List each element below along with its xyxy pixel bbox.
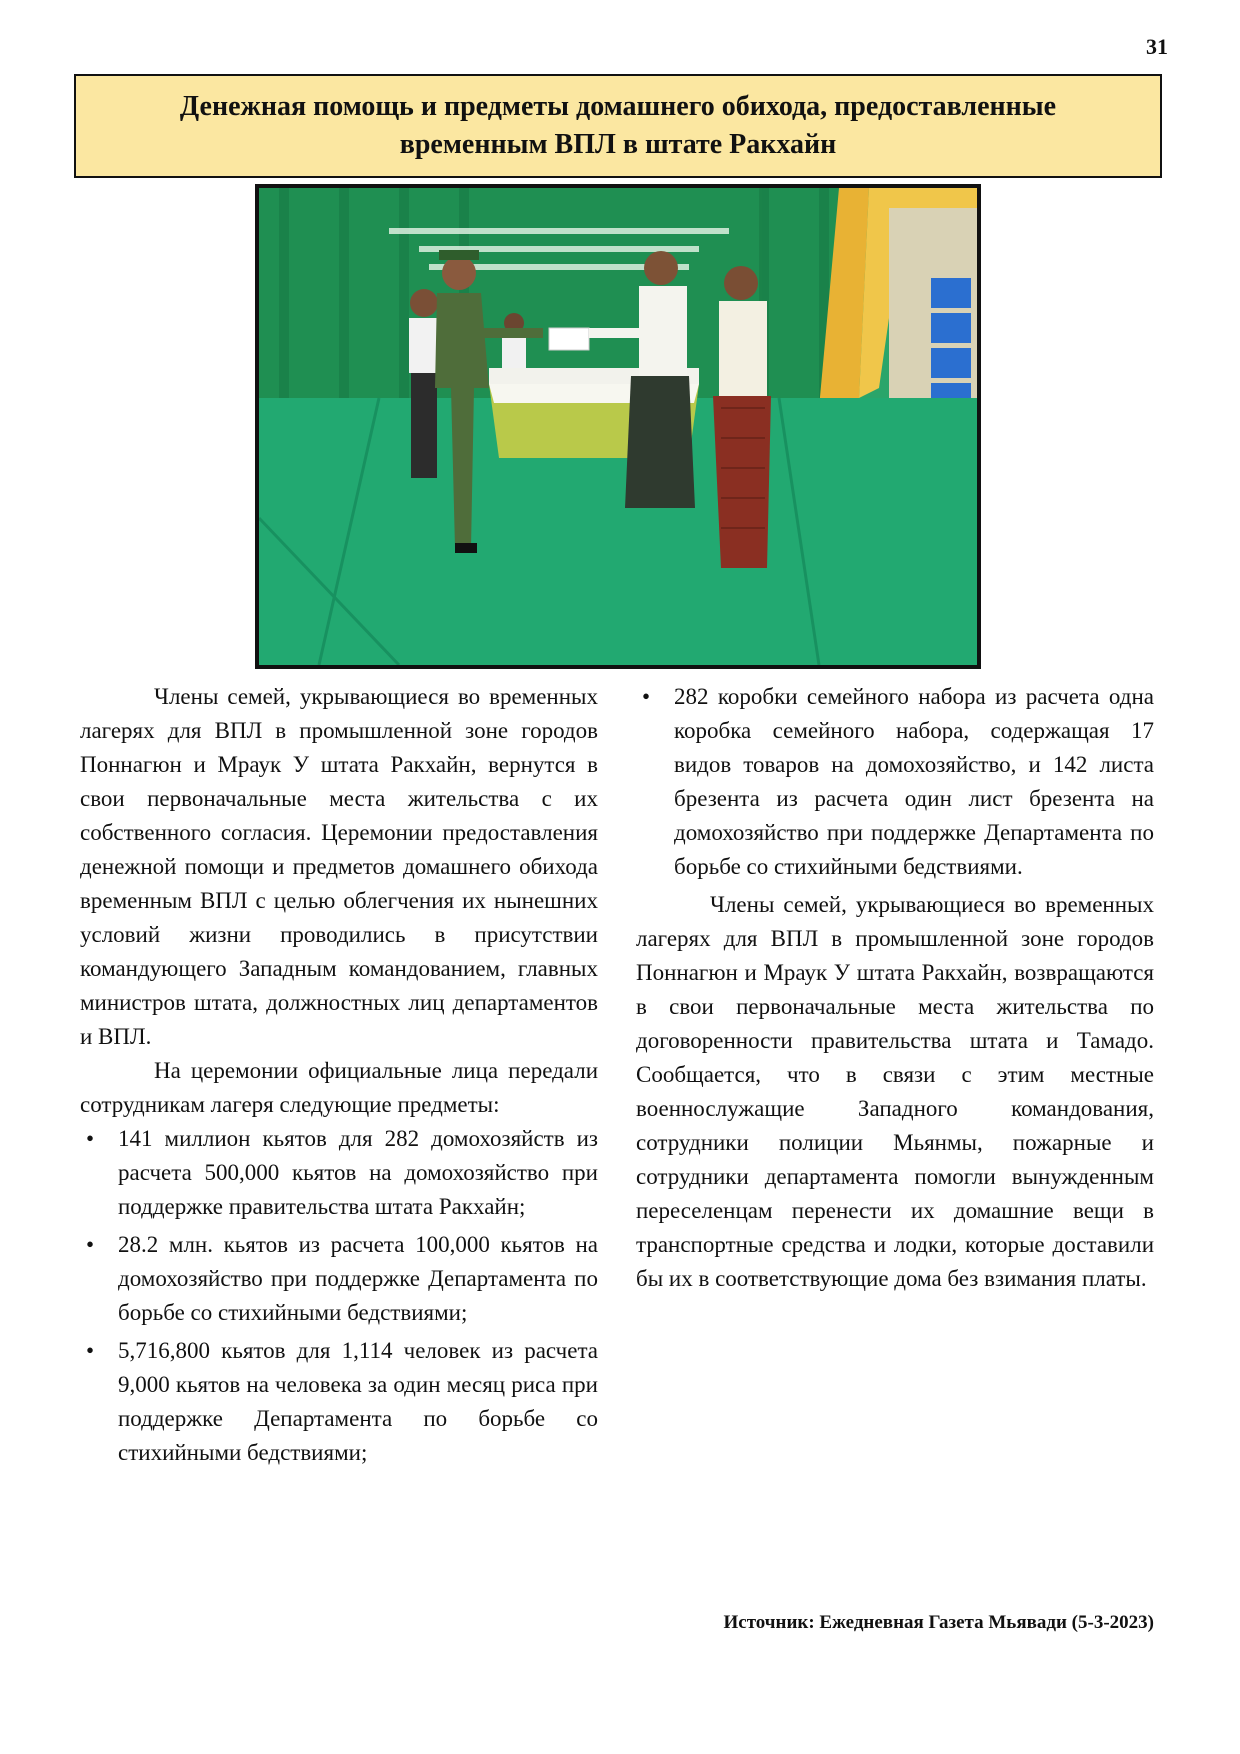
title-box: [74, 74, 1162, 178]
list-item: [636, 680, 1154, 884]
aid-list-right: [636, 680, 1154, 884]
paragraph-return: Члены семей, укрывающиеся во временных лагерях для ВПЛ в промышленной зоне городов Поннагюн и Мраук У штата Ракхайн, возвращаются в свои первоначальные места жительства по договоренности правительства штата и Тамадо. Сообщается, что в связи с этим местные военнослужащие Западного командования, сотрудники полиции Мьянмы, пожарные и сотрудники департамента помогли вынужденным переселенцам перенести их домашние вещи в транспортные средства и лодки, которые доставили бы их в соответствующие дома без взимания платы.: [636, 892, 1154, 1291]
list-item: [80, 1122, 598, 1224]
list-item: [80, 1334, 598, 1470]
bullet-icon: •: [85, 1232, 95, 1257]
bullet-icon: •: [85, 1338, 95, 1363]
source-credit: Источник: Ежедневная Газета Мьявади (5-3-2023): [723, 1612, 1154, 1633]
bullet-icon: •: [85, 1126, 95, 1151]
page-number: 31: [1146, 34, 1168, 59]
paragraph-intro: Члены семей, укрывающиеся во временных лагерях для ВПЛ в промышленной зоне городов Поннагюн и Мраук У штата Ракхайн, вернутся в свои первоначальные места жительства с их собственного согласия. Церемонии предоставления денежной помощи и предметов домашнего обихода временным ВПЛ с целью облегчения их нынешних условий жизни проводились в присутствии командующего Западным командованием, главных министров штата, должностных лиц департаментов и ВПЛ.: [80, 684, 598, 1049]
list-item: [80, 1228, 598, 1330]
bullet-icon: •: [641, 684, 651, 709]
paragraph-items-intro: На церемонии официальные лица передали сотрудникам лагеря следующие предметы:: [80, 1058, 598, 1117]
list-item-text: 5,716,800 кьятов для 1,114 человек из расчета 9,000 кьятов на человека за один месяц риса при поддержке Департамента по борьбе со стихийными бедствиями;: [118, 1338, 598, 1465]
list-item-text: 141 миллион кьятов для 282 домохозяйств из расчета 500,000 кьятов на домохозяйство при поддержке правительства штата Ракхайн;: [118, 1126, 598, 1219]
ceremony-photo: [255, 184, 981, 669]
list-item-text: 282 коробки семейного набора из расчета одна коробка семейного набора, содержащая 17 видов товаров на домохозяйство, и 142 листа брезента из расчета один лист брезента на домохозяйство при поддержке Департамента по борьбе со стихийными бедствиями.: [674, 684, 1154, 879]
page-title: Денежная помощь и предметы домашнего обихода, предоставленные временным ВПЛ в штате Ракхайн: [179, 91, 1057, 160]
right-column: [636, 680, 1154, 1296]
list-item-text: 28.2 млн. кьятов из расчета 100,000 кьятов на домохозяйство при поддержке Департамента по борьбе со стихийными бедствиями;: [118, 1232, 598, 1325]
left-column: [80, 680, 598, 1474]
ceremony-photo-illustration: [259, 188, 977, 665]
aid-list-left: [80, 1122, 598, 1470]
